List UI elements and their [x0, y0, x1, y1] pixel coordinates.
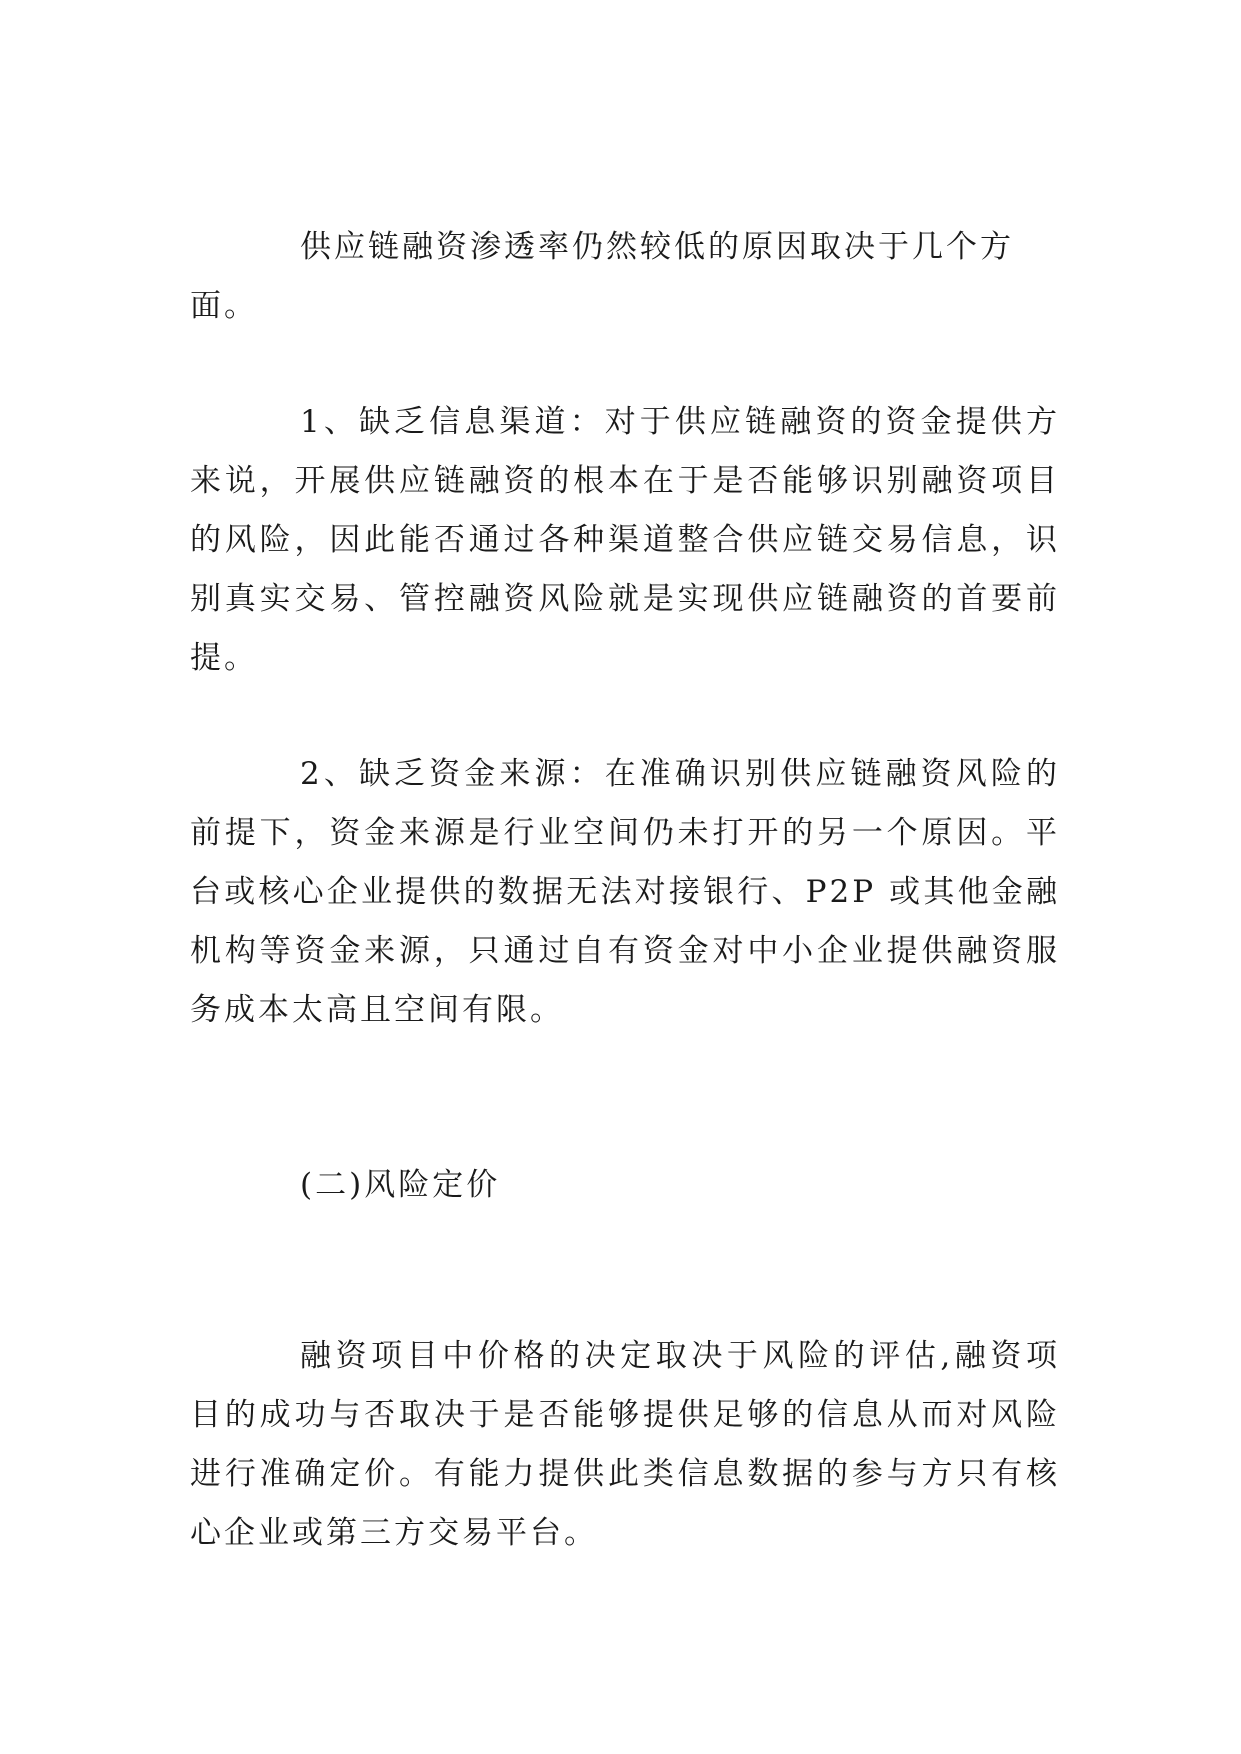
point-2-paragraph: 2、缺乏资金来源：在准确识别供应链融资风险的前提下，资金来源是行业空间仍未打开的另一个原因。平台或核心企业提供的数据无法对接银行、P2P 或其他金融机构等资金来源，只通过自有资金对中小企业提供融资服务成本太高且空间有限。 [190, 756, 1060, 1028]
section-heading: (二)风险定价 [300, 1167, 501, 1203]
risk-pricing-paragraph: 融资项目中价格的决定取决于风险的评估,融资项目的成功与否取决于是否能够提供足够的信息从而对风险进行准确定价。有能力提供此类信息数据的参与方只有核心企业或第三方交易平台。 [190, 1338, 1060, 1551]
intro-paragraph: 供应链融资渗透率仍然较低的原因取决于几个方面。 [190, 229, 1014, 324]
point-1-paragraph: 1、缺乏信息渠道：对于供应链融资的资金提供方来说，开展供应链融资的根本在于是否能够识别融资项目的风险，因此能否通过各种渠道整合供应链交易信息，识别真实交易、管控融资风险就是实现供应链融资的首要前提。 [190, 404, 1060, 676]
